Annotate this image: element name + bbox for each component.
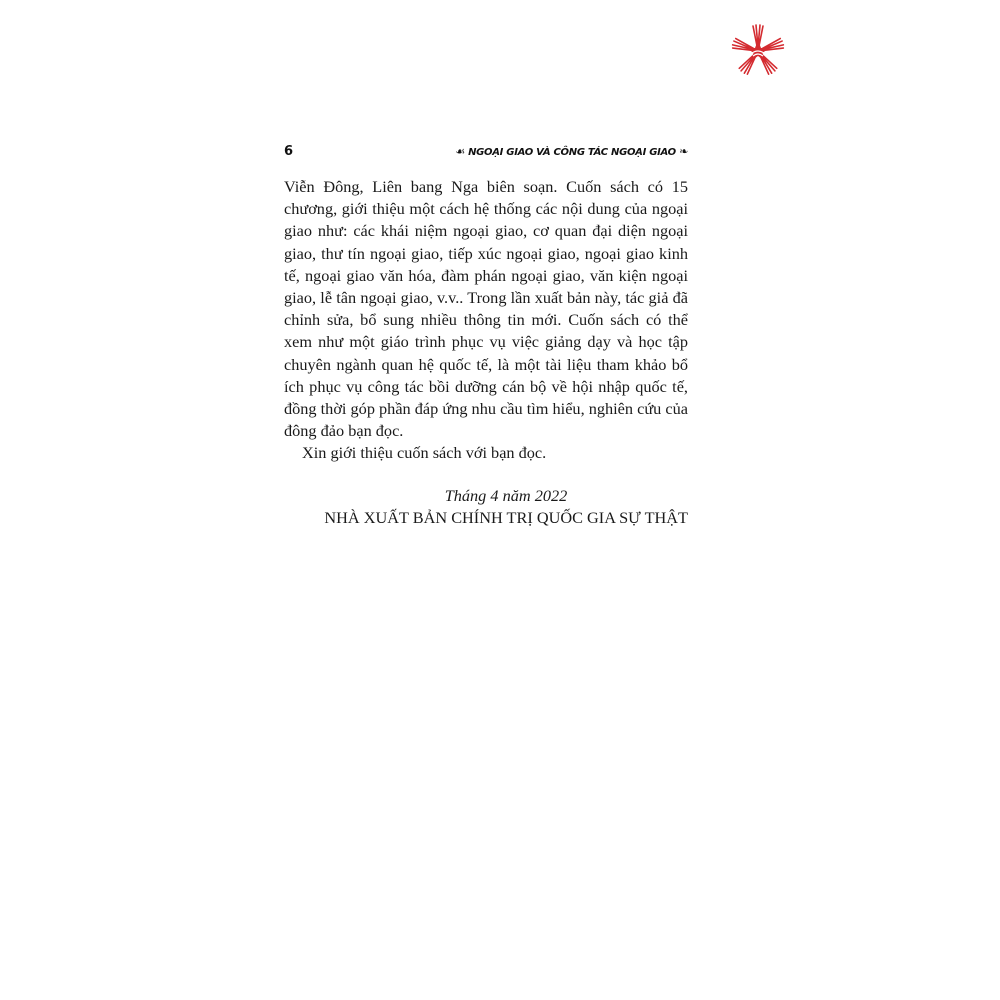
signature-publisher: NHÀ XUẤT BẢN CHÍNH TRỊ QUỐC GIA SỰ THẬT: [324, 508, 688, 527]
publisher-logo-icon: [728, 22, 788, 80]
ornament-right-icon: ❧: [679, 145, 688, 158]
paragraph: Viễn Đông, Liên bang Nga biên soạn. Cuốn sách có 15 chương, giới thiệu một cách hệ thống các nội dung của ngoại giao như: các khái niệm ngoại giao, cơ quan đại diện ngoại giao, thư tín ngoại giao, tiếp xúc ngoại giao, ngoại giao kinh tế, ngoại giao văn hóa, đàm phán ngoại giao, văn kiện ngoại giao, lễ tân ngoại giao, v.v.. Trong lần xuất bản này, tác giả đã chỉnh sửa, bổ sung nhiều thông tin mới. Cuốn sách có thể xem như một giáo trình phục vụ việc giảng dạy và học tập chuyên ngành quan hệ quốc tế, là một tài liệu tham khảo bổ ích phục vụ công tác bồi dưỡng cán bộ về hội nhập quốc tế, đồng thời góp phần đáp ứng nhu cầu tìm hiểu, nghiên cứu của đông đảo bạn đọc.: [284, 177, 688, 441]
paragraph: Xin giới thiệu cuốn sách với bạn đọc.: [302, 443, 547, 463]
running-title: [455, 145, 688, 158]
signature-date: Tháng 4 năm 2022: [444, 486, 568, 505]
ornament-left-icon: ☙: [455, 145, 465, 158]
star-burst-icon: [728, 22, 788, 80]
body-text: [284, 176, 688, 465]
page-number: 6: [284, 144, 294, 159]
running-title-text: NGOẠI GIAO VÀ CÔNG TÁC NGOẠI GIAO: [468, 147, 676, 158]
running-head: [284, 144, 688, 164]
